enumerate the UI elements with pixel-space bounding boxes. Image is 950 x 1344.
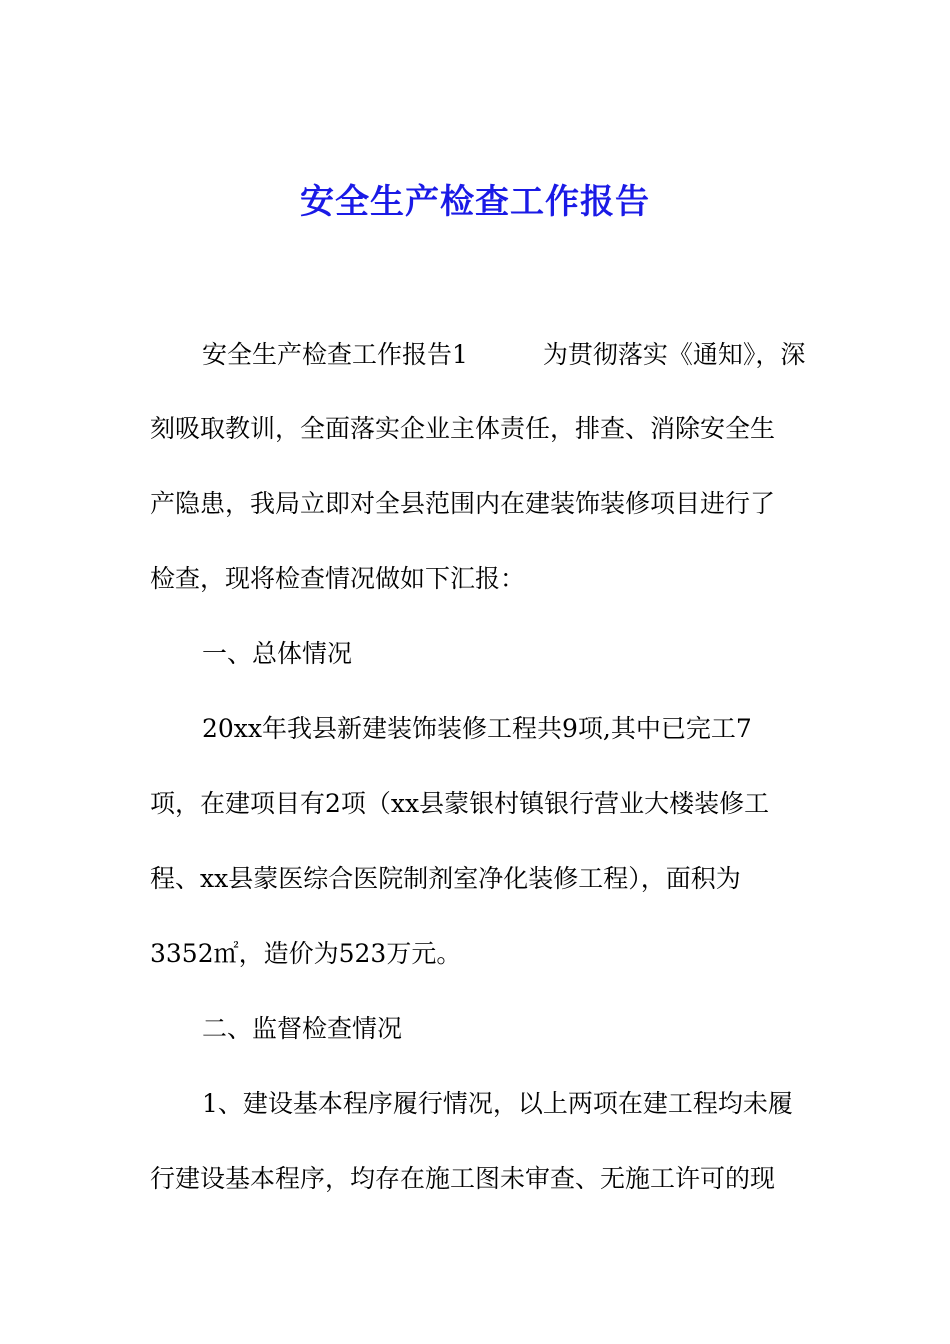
section-heading: 一、总体情况	[202, 639, 353, 668]
paragraph-line: 检查，现将检查情况做如下汇报：	[150, 564, 526, 593]
paragraph-line: 刻吸取教训，全面落实企业主体责任，排查、消除安全生	[150, 414, 776, 443]
paragraph-line: 项，在建项目有2项（xx县蒙银村镇银行营业大楼装修工	[150, 789, 770, 818]
section-heading: 二、监督检查情况	[202, 1014, 403, 1043]
paragraph-line: 行建设基本程序，均存在施工图未审查、无施工许可的现	[150, 1164, 776, 1193]
paragraph-line: 安全生产检查工作报告1 为贯彻落实《通知》，深	[202, 340, 806, 369]
paragraph-line: 20xx年我县新建装饰装修工程共9项,其中已完工7	[202, 714, 752, 743]
paragraph-line: 3352㎡，造价为523万元。	[150, 939, 462, 968]
paragraph-line: 1、建设基本程序履行情况，以上两项在建工程均未履	[202, 1089, 793, 1118]
paragraph-line: 产隐患，我局立即对全县范围内在建装饰装修项目进行了	[150, 489, 776, 518]
paragraph-line: 程、xx县蒙医综合医院制剂室净化装修工程），面积为	[150, 864, 741, 893]
document-title: 安全生产检查工作报告	[300, 182, 650, 222]
